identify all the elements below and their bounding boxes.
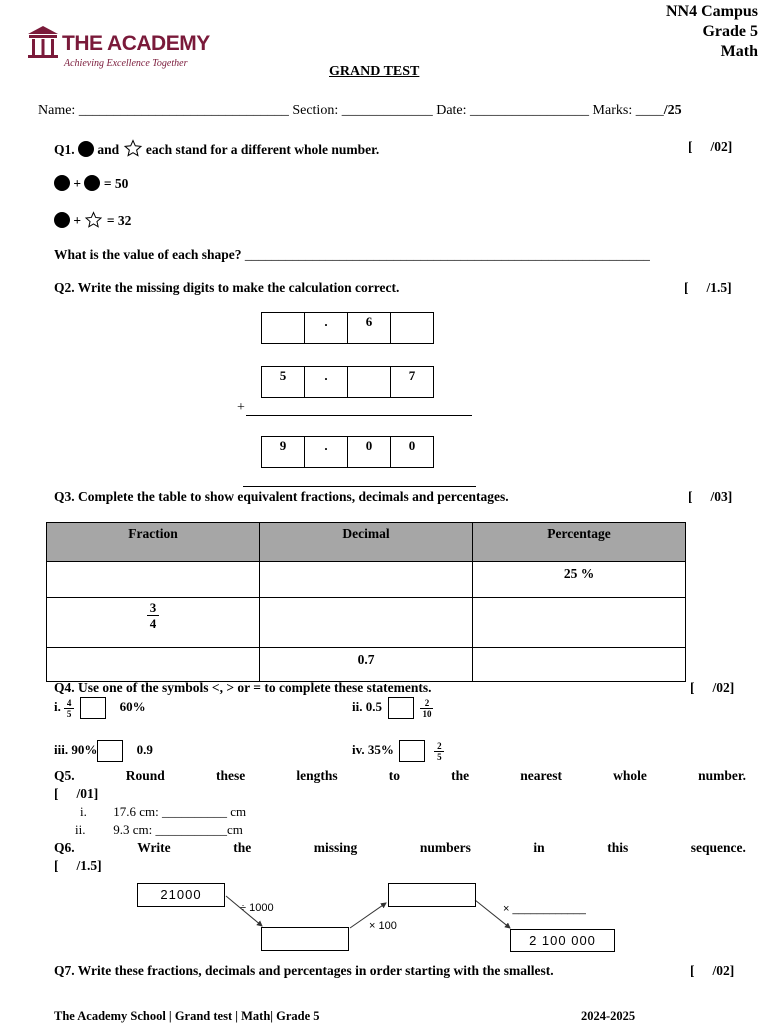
table-row — [47, 648, 686, 682]
operation-multiply-blank: × ____________ — [503, 903, 586, 915]
decimal-point-box: . — [304, 436, 348, 468]
sequence-start-box: 21000 — [137, 883, 225, 907]
header-fraction: Fraction — [47, 523, 260, 562]
circle-icon — [78, 141, 94, 157]
digit-box[interactable] — [261, 312, 305, 344]
marks-field[interactable]: ____ — [635, 103, 664, 118]
q4-title: Q4. Use one of the symbols <, > or = to complete these statements. — [54, 680, 432, 695]
name-label: Name: — [38, 103, 76, 118]
q3-marks: [ /03] — [688, 489, 733, 504]
page-title: GRAND TEST — [329, 64, 420, 79]
q1-marks: [ /02] — [688, 139, 733, 154]
q4-item-ii: ii. 0.5 $\frac{2}{10}$ — [352, 697, 432, 719]
q4-item-i: i. $\frac{4}{5}$ 60% — [54, 697, 146, 719]
q2-row-1 — [261, 312, 434, 344]
table-row — [47, 562, 686, 598]
answer-field[interactable]: __________ — [162, 804, 227, 819]
q7-marks: [ /02] — [690, 963, 735, 978]
name-field[interactable]: ______________________________ — [78, 103, 289, 118]
q4-item-iii: iii. 90% 0.9 — [54, 740, 153, 762]
equivalence-table — [46, 522, 686, 682]
table-cell[interactable] — [473, 648, 686, 682]
q1-text: each stand for a different whole number. — [145, 142, 380, 157]
digit-box: 0 — [390, 436, 434, 468]
q5-item-ii: ii. 9.3 cm: ___________cm — [75, 822, 243, 837]
sum-line — [246, 415, 472, 416]
circle-icon — [54, 212, 70, 228]
table-cell[interactable] — [47, 648, 260, 682]
fraction: $\frac{2}{5}$ — [434, 741, 444, 762]
table-header-row — [47, 523, 686, 562]
q5-marks: [ /01] — [54, 786, 99, 801]
fraction: $\frac{2}{10}$ — [422, 697, 432, 719]
symbol-box[interactable] — [388, 697, 414, 719]
q1-equation-2: + = 32 — [54, 211, 131, 229]
q1-answer-field[interactable]: ____________________________________________________________ — [244, 247, 650, 262]
operation-multiply: × 100 — [369, 920, 397, 932]
star-icon — [123, 139, 143, 158]
digit-box[interactable] — [347, 366, 391, 398]
answer-field[interactable]: ___________ — [155, 822, 227, 837]
q1-question: What is the value of each shape? ____________________________________________________________ — [54, 247, 650, 262]
q1-equation-1: + = 50 — [54, 175, 128, 192]
digit-box: 7 — [390, 366, 434, 398]
footer-year: 2024-2025 — [581, 1009, 636, 1023]
table-cell: 25 % — [473, 562, 686, 598]
star-icon — [84, 211, 103, 229]
header-decimal: Decimal — [260, 523, 473, 562]
marks-total: /25 — [663, 103, 682, 118]
q7-title: Q7. Write these fractions, decimals and percentages in order starting with the smallest. — [54, 963, 554, 978]
logo-text: THE ACADEMY — [62, 32, 210, 55]
campus-name: NN4 Campus — [665, 3, 758, 20]
footer-text: The Academy School | Grand test | Math| Grade 5 — [54, 1009, 320, 1023]
digit-box: 5 — [261, 366, 305, 398]
symbol-box[interactable] — [399, 740, 425, 762]
operation-divide: ÷ 1000 — [240, 902, 274, 914]
table-cell[interactable] — [473, 598, 686, 648]
logo-tagline: Achieving Excellence Together — [64, 58, 188, 69]
q2-row-2 — [261, 366, 434, 398]
plus-sign: + — [237, 400, 245, 415]
table-cell — [47, 598, 260, 648]
fraction: $\frac{4}{5}$ — [64, 698, 74, 719]
sequence-end-box: 2 100 000 — [510, 929, 615, 952]
q1-number: Q1. — [54, 142, 75, 157]
header-percentage: Percentage — [473, 523, 686, 562]
digit-box: 0 — [347, 436, 391, 468]
fraction-three-quarters: $\frac{3}{4}$ — [147, 600, 159, 631]
q1-title — [54, 139, 379, 158]
q2-marks: [ /1.5] — [684, 280, 732, 295]
q5-item-i: i. 17.6 cm: __________ cm — [80, 804, 247, 819]
multiplier-field[interactable]: ____________ — [512, 903, 586, 915]
sequence-blank-box-1[interactable] — [261, 927, 349, 951]
section-label: Section: — [292, 103, 339, 118]
date-label: Date: — [436, 103, 467, 118]
symbol-box[interactable] — [80, 697, 106, 719]
q6-marks: [ /1.5] — [54, 858, 102, 873]
result-line — [243, 486, 476, 487]
table-cell[interactable] — [47, 562, 260, 598]
q2-row-3 — [261, 436, 434, 468]
digit-box: 6 — [347, 312, 391, 344]
table-cell[interactable] — [260, 598, 473, 648]
table-cell: 0.7 — [260, 648, 473, 682]
digit-box[interactable] — [390, 312, 434, 344]
q5-title: Q5. Round these lengths to the nearest whole number. — [54, 768, 746, 783]
digit-box: 9 — [261, 436, 305, 468]
section-field[interactable]: _____________ — [341, 103, 433, 118]
q2-title: Q2. Write the missing digits to make the calculation correct. — [54, 280, 400, 295]
q4-item-iv: iv. 35% $\frac{2}{5}$ — [352, 740, 444, 762]
q1-and: and — [97, 142, 120, 157]
table-cell[interactable] — [260, 562, 473, 598]
q6-title: Q6. Write the missing numbers in this sequence. — [54, 840, 746, 855]
q4-marks: [ /02] — [690, 680, 735, 695]
q3-title: Q3. Complete the table to show equivalent fractions, decimals and percentages. — [54, 489, 509, 504]
campus-header — [666, 2, 758, 62]
subject-label: Math — [720, 43, 758, 60]
grade-label: Grade 5 — [702, 23, 758, 40]
sequence-blank-box-2[interactable] — [388, 883, 476, 907]
decimal-point-box: . — [304, 366, 348, 398]
symbol-box[interactable] — [97, 740, 123, 762]
student-info-line — [38, 103, 682, 119]
table-row — [47, 598, 686, 648]
date-field[interactable]: _________________ — [470, 103, 590, 118]
circle-icon — [84, 175, 100, 191]
marks-label: Marks: — [592, 103, 633, 118]
decimal-point-box: . — [304, 312, 348, 344]
circle-icon — [54, 175, 70, 191]
